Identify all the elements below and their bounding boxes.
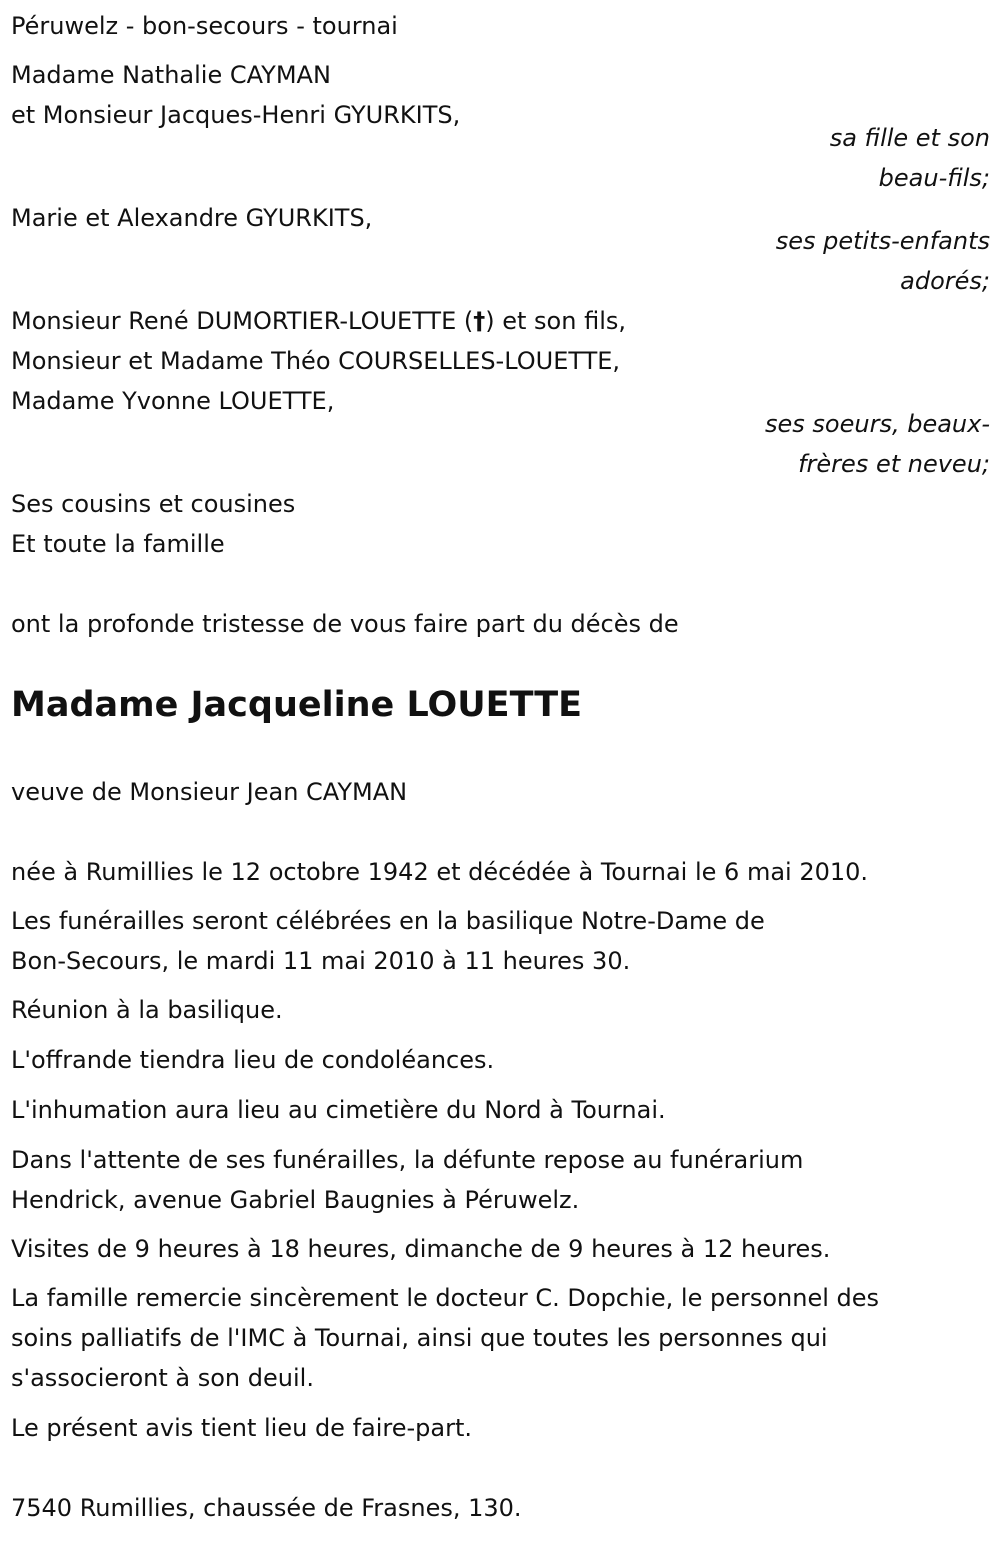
- thanks-line: La famille remercie sincèrement le docteur C. Dopchie, le personnel des: [11, 1284, 880, 1312]
- family-name-line: Madame Yvonne LOUETTE,: [11, 387, 335, 415]
- family-name-text: ) et son fils,: [485, 307, 626, 335]
- burial-line: L'inhumation aura lieu au cimetière du Nord à Tournai.: [11, 1096, 666, 1124]
- notice-line: Le présent avis tient lieu de faire-part.: [11, 1414, 473, 1442]
- family-name-line: et Monsieur Jacques-Henri GYURKITS,: [11, 101, 461, 129]
- funeral-line: Bon-Secours, le mardi 11 mai 2010 à 11 heures 30.: [11, 947, 631, 975]
- family-name-line: Madame Nathalie CAYMAN: [11, 61, 331, 89]
- relation-label: beau-fils;: [878, 164, 990, 192]
- birth-death-line: née à Rumillies le 12 octobre 1942 et décédée à Tournai le 6 mai 2010.: [11, 858, 869, 886]
- spouse-line: veuve de Monsieur Jean CAYMAN: [11, 778, 408, 806]
- deceased-name: Madame Jacqueline LOUETTE: [11, 685, 583, 725]
- funeral-line: Les funérailles seront célébrées en la basilique Notre-Dame de: [11, 907, 765, 935]
- address-line: 7540 Rumillies, chaussée de Frasnes, 130.: [11, 1494, 522, 1522]
- family-others-line: Ses cousins et cousines: [11, 490, 296, 518]
- meeting-line: Réunion à la basilique.: [11, 996, 283, 1024]
- family-name-line: Monsieur et Madame Théo COURSELLES-LOUETTE,: [11, 347, 621, 375]
- visits-line: Visites de 9 heures à 18 heures, dimanche de 9 heures à 12 heures.: [11, 1235, 831, 1263]
- family-others-line: Et toute la famille: [11, 530, 225, 558]
- repose-line: Dans l'attente de ses funérailles, la défunte repose au funérarium: [11, 1146, 804, 1174]
- header-locations: Péruwelz - bon-secours - tournai: [11, 12, 398, 40]
- offering-line: L'offrande tiendra lieu de condoléances.: [11, 1046, 495, 1074]
- thanks-line: s'associeront à son deuil.: [11, 1364, 314, 1392]
- thanks-line: soins palliatifs de l'IMC à Tournai, ainsi que toutes les personnes qui: [11, 1324, 828, 1352]
- family-name-text: Monsieur René DUMORTIER-LOUETTE (: [11, 307, 474, 335]
- relation-label: frères et neveu;: [798, 450, 990, 478]
- repose-line: Hendrick, avenue Gabriel Baugnies à Péruwelz.: [11, 1186, 580, 1214]
- relation-label: sa fille et son: [829, 124, 990, 152]
- announcement-text: ont la profonde tristesse de vous faire part du décès de: [11, 610, 679, 638]
- cross-symbol: †: [473, 307, 486, 335]
- relation-label: adorés;: [900, 267, 990, 295]
- family-name-line: Marie et Alexandre GYURKITS,: [11, 204, 373, 232]
- family-name-line: [11, 301, 626, 341]
- relation-label: ses petits-enfants: [775, 227, 990, 255]
- relation-label: ses soeurs, beaux-: [765, 410, 990, 438]
